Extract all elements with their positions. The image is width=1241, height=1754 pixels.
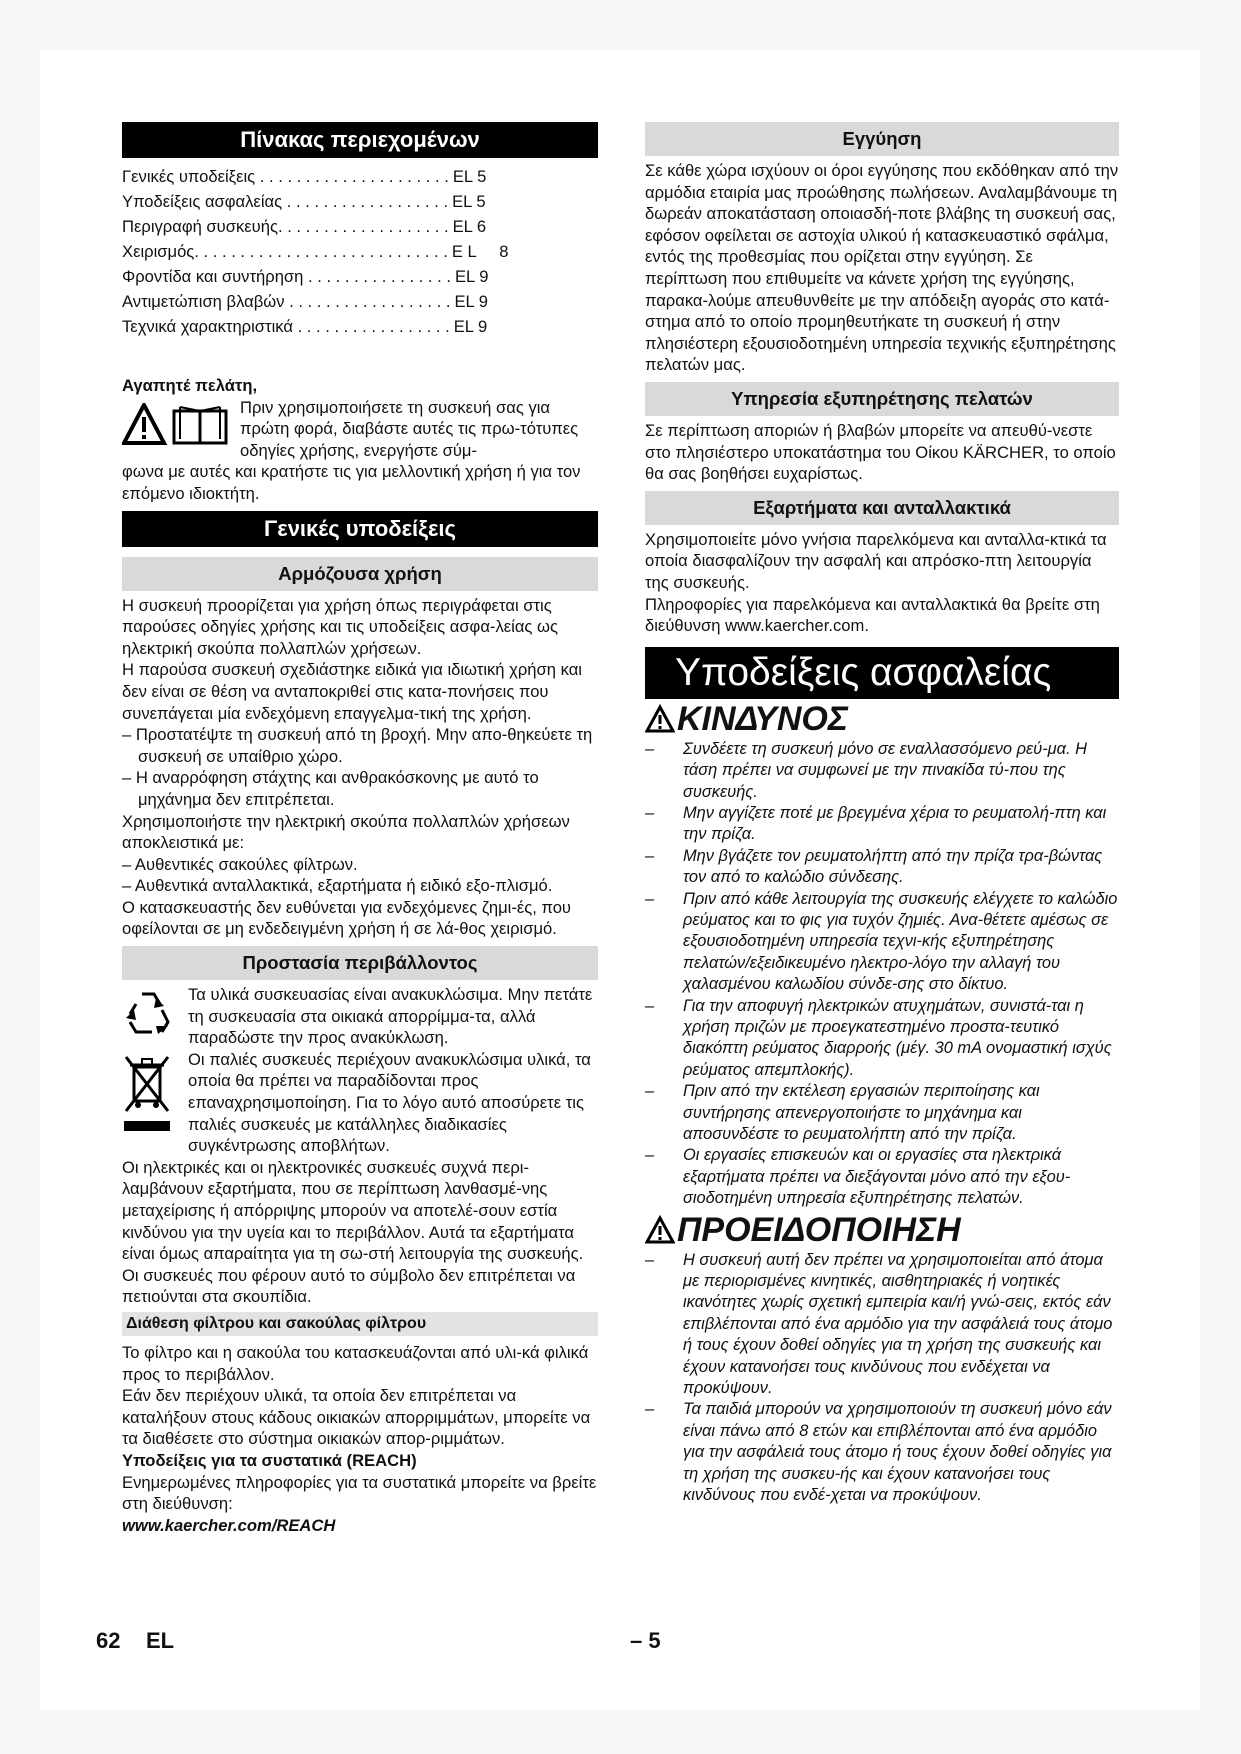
warning-triangle-icon — [645, 704, 675, 734]
right-column — [645, 122, 1119, 1507]
weee-text: Οι παλιές συσκευές περιέχουν ανακυκλώσιμα υλικά, τα οποία θα πρέπει να παραδίδονται προς επαναχρησιμοποίηση. Για το λόγο αυτό αποσύρετε τις παλιές συσκευές με κατάλληλες διαδικασίες συγκέντρωσης αποβλήτων. — [188, 1049, 591, 1156]
proper-use-p2: Η παρούσα συσκευή σχεδιάστηκε ειδικά για ιδιωτική χρήση και δεν είναι σε θέση να ανταποκριθεί στις κατα-πονήσεις που συνεπάγεται μία ενδεχόμενη επαγγελμα-τική της χρήση. — [122, 660, 582, 723]
warning-triangle-icon — [645, 1215, 675, 1245]
reach-title: Υποδείξεις για τα συστατικά (REACH) — [122, 1450, 417, 1470]
toc-entry-page: EL 5 — [452, 167, 487, 186]
greeting: Αγαπητέ πελάτη, — [122, 376, 258, 395]
recycle-text: Τα υλικά συσκευασίας είναι ανακυκλώσιμα. Μην πετάτε τη συσκευασία στα οικιακά απορρίμμα-τα, αλλά παραδώστε την προς ανακύκλωση. — [188, 985, 593, 1048]
list-item: – Μην βγάζετε τον ρευματολήπτη από την πρίζα τρα-βώντας τον από το καλώδιο σύνδεσης. — [645, 846, 1103, 887]
toc-entry-page: EL 9 — [454, 292, 489, 311]
toc-entry[interactable] — [122, 239, 598, 264]
list-item: – Για την αποφυγή ηλεκτρικών ατυχημάτων, συνιστά-ται η χρήση πριζών με προεγκατεστημένο προστα-τευτικό διακόπτη ρεύματος διαρροής (μέγ. 30 mA ονομαστική ισχύς ρεύματος απεμπλοκής). — [645, 996, 1112, 1079]
toc-entry[interactable] — [122, 164, 598, 189]
toc-entry-page: EL 9 — [454, 267, 489, 286]
toc-entry[interactable] — [122, 314, 598, 339]
proper-use-p3: Χρησιμοποιήστε την ηλεκτρική σκούπα πολλαπλών χρήσεων αποκλειστικά με: — [122, 811, 570, 853]
proper-use-title: Αρμόζουσα χρήση — [122, 557, 598, 591]
toc-entry-label: Υποδείξεις ασφαλείας . . . . . . . . . . . . . . . . . . — [122, 192, 449, 211]
read-manual-icon — [122, 397, 240, 452]
toc-entry[interactable] — [122, 264, 598, 289]
list-item: – Τα παιδιά μπορούν να χρησιμοποιούν τη συσκευή μόνο εάν είναι πάνω από 8 ετών και επιβλέπονται από ένα αρμόδιο για την ασφάλειά τους άτομο ή τους έχουν δοθεί οδηγίες για τη χρήση της συσκευ-ής και έχουν κατανοήσει τους κινδύνους που ενδέ-χεται να προκύψουν. — [645, 1400, 1112, 1505]
left-column — [122, 122, 598, 1536]
proper-use-p4: Ο κατασκευαστής δεν ευθύνεται για ενδεχόμενες ζημι-ές, που οφείλονται σε μη ενδεδειγμένη χρήση ή σε λά-θος χειρισμό. — [122, 897, 571, 939]
list-item: – Η συσκευή αυτή δεν πρέπει να χρησιμοποιείται από άτομα με περιορισμένες κινητικές, αισθητηριακές ή νοητικές ικανότητες χωρίς σχετική εμπειρία και/ή γνώ-σεις, εκτός εάν επιβλέπονται από ένα αρμόδιο για την ασφάλειά τους άτομο ή τους έχουν δοθεί οδηγίες για τη χρήση της συσκευής και έχουν κατανοήσει τους κινδύνους που ενδέχεται να προκύψουν. — [645, 1250, 1113, 1398]
proper-use-list2 — [122, 854, 598, 897]
safety-title: Υποδείξεις ασφαλείας — [645, 647, 1119, 699]
toc-entry-label: Φροντίδα και συντήρηση . . . . . . . . . . . . . . . . — [122, 267, 451, 286]
page-number: 62 — [96, 1628, 121, 1653]
toc-entry-label: Τεχνικά χαρακτηριστικά . . . . . . . . . . . . . . . . . — [122, 317, 450, 336]
danger-label: ΚΙΝΔΥΝΟΣ — [677, 699, 848, 738]
filter-p2: Εάν δεν περιέχουν υλικά, τα οποία δεν επιτρέπεται να καταλήξουν στους κάδους οικιακών απορριμμάτων, μπορείτε να τα διαθέσετε στο σύστημα οικιακών απορ-ριμμάτων. — [122, 1386, 591, 1449]
list-item: – Οι εργασίες επισκευών και οι εργασίες στα ηλεκτρικά εξαρτήματα πρέπει να διεξάγονται μόνο από την εξου-σιοδοτημένη υπηρεσία εξυπηρέτησης πελατών. — [645, 1146, 1071, 1208]
toc-entry-page: EL 6 — [452, 217, 487, 236]
recycle-icon — [122, 984, 188, 1049]
warranty-text: Σε κάθε χώρα ισχύουν οι όροι εγγύησης που εκδόθηκαν από την αρμόδια εταιρία μας προώθησης πωλήσεων. Αναλαμβάνουμε τη δωρεάν αποκατάσταση οποιασδή-ποτε βλάβης τη συσκευή σας, εφόσον οφείλεται σε αστοχία υλικού ή κατασκευαστικό σφάλμα, εντός της προθεσμίας που ορίζεται στην εγγύηση. Σε περίπτωση που επιθυμείτε να κάνετε χρήση της εγγύησης, παρακα-λούμε απευθυνθείτε με την απόδειξη αγοράς στο κατά-στημα από το οποίο προμηθευτήκατε τη συσκευή ή στην πλησιέστερη εξουσιοδοτημένη υπηρεσία τεχνικής εξυπηρέτησης πελατών μας. — [645, 161, 1119, 375]
proper-use-p1: Η συσκευή προορίζεται για χρήση όπως περιγράφεται στις παρούσες οδηγίες χρήσης και τις υποδείξεις ασφα-λείας ως ηλεκτρική σκούπα πολλαπλών χρήσεων. — [122, 595, 558, 658]
language-code: EL — [146, 1628, 175, 1653]
environment-title: Προστασία περιβάλλοντος — [122, 946, 598, 980]
warning-label: ΠΡΟΕΙΔΟΠΟΙΗΣΗ — [677, 1210, 961, 1249]
toc-entry[interactable] — [122, 214, 598, 239]
intro-block — [122, 397, 598, 462]
service-title: Υπηρεσία εξυπηρέτησης πελατών — [645, 382, 1119, 416]
electronic-text: Οι ηλεκτρικές και οι ηλεκτρονικές συσκευές συχνά περι-λαμβάνουν εξαρτήματα, που σε περίπτωση λανθασμέ-νης μεταχείρισης ή απόρριψης μπορούν να αποτελέ-σουν εστία κινδύνου για την υγεία και το περιβάλλον. Αυτά τα εξαρτήματα είναι όμως απαραίτητα για τη σω-στή λειτουργία της συσκευής. Οι συσκευές που φέρουν αυτό το σύμβολο δεν επιτρέπεται να πετιούνται στα σκουπίδια. — [122, 1157, 584, 1307]
accessories-title: Εξαρτήματα και ανταλλακτικά — [645, 491, 1119, 525]
crossed-bin-icon — [122, 1049, 188, 1157]
toc-entry-label: Γενικές υποδείξεις . . . . . . . . . . . . . . . . . . . . . — [122, 167, 449, 186]
toc-entry[interactable] — [122, 189, 598, 214]
general-title: Γενικές υποδείξεις — [122, 511, 598, 547]
toc-list — [122, 164, 598, 339]
reach-url[interactable]: www.kaercher.com/REACH — [122, 1515, 336, 1535]
filter-p1: Το φίλτρο και η σακούλα του κατασκευάζονται από υλι-κά φιλικά προς το περιβάλλον. — [122, 1342, 589, 1384]
service-text: Σε περίπτωση αποριών ή βλαβών μπορείτε να απευθύ-νεστε στο πλησιέστερο υποκατάστημα του Οίκου KÄRCHER, το οποίο θα σας βοηθήσει ευχαρίστως. — [645, 420, 1116, 484]
danger-heading — [645, 699, 1119, 739]
toc-entry-page: EL 5 — [452, 192, 486, 211]
list-item: – Συνδέετε τη συσκευή μόνο σε εναλλασσόμενο ρεύ-μα. Η τάση πρέπει να συμφωνεί με την πινακίδα τύ-που της συσκευής. — [645, 739, 1087, 801]
toc-entry-label: Χειρισμός. . . . . . . . . . . . . . . . . . . . . . . . . . . . — [122, 242, 448, 261]
toc-entry-label: Περιγραφή συσκευής. . . . . . . . . . . . . . . . . . . — [122, 217, 449, 236]
warranty-title: Εγγύηση — [645, 122, 1119, 156]
warning-list — [645, 1250, 1119, 1507]
toc-entry-label: Αντιμετώπιση βλαβών . . . . . . . . . . . . . . . . . . — [122, 292, 451, 311]
section-page: – 5 — [630, 1628, 661, 1653]
toc-title: Πίνακας περιεχομένων — [122, 122, 598, 158]
recycle-block — [122, 984, 598, 1049]
proper-use-list1 — [122, 724, 598, 810]
list-item: – Πριν από την εκτέλεση εργασιών περιποίησης και συντήρησης απενεργοποιήστε το μηχάνημα και αποσυνδέστε το ρευματολήπτη από την πρίζα. — [645, 1082, 1040, 1143]
list-item: – Αυθεντικά ανταλλακτικά, εξαρτήματα ή ειδικό εξο-πλισμό. — [122, 876, 553, 896]
warning-heading — [645, 1210, 1119, 1250]
toc-entry-page: E L 8 — [451, 242, 509, 261]
list-item: – Μην αγγίζετε ποτέ με βρεγμένα χέρια το ρευματολή-πτη και την πρίζα. — [645, 803, 1107, 844]
accessories-p1: Χρησιμοποιείτε μόνο γνήσια παρελκόμενα και ανταλλα-κτικά τα οποία διασφαλίζουν την ασφαλή και απρόσκο-πτη λειτουργία της συσκευής. — [645, 529, 1107, 592]
weee-block — [122, 1049, 598, 1157]
toc-entry-page: EL 9 — [453, 317, 488, 336]
toc-entry[interactable] — [122, 289, 598, 314]
intro-text-indented: Πριν χρησιμοποιήσετε τη συσκευή σας για πρώτη φορά, διαβάστε αυτές τις πρω-τότυπες οδηγίες χρήσης, ενεργήστε σύμ- — [240, 397, 579, 460]
list-item: – Η αναρρόφηση στάχτης και ανθρακόσκονης με αυτό το μηχάνημα δεν επιτρέπεται. — [122, 768, 539, 809]
filter-title: Διάθεση φίλτρου και σακούλας φίλτρου — [122, 1312, 598, 1336]
list-item: – Αυθεντικές σακούλες φίλτρων. — [122, 854, 358, 874]
intro-text: φωνα με αυτές και κρατήστε τις για μελλοντική χρήση ή για τον επόμενο ιδιοκτήτη. — [122, 462, 581, 503]
reach-text: Ενημερωμένες πληροφορίες για τα συστατικά μπορείτε να βρείτε στη διεύθυνση: — [122, 1472, 597, 1514]
danger-list — [645, 739, 1119, 1210]
list-item: – Πριν από κάθε λειτουργία της συσκευής ελέγχετε το καλώδιο ρεύματος και το φις για τυχόν ζημιές. Ανα-θέτετε αμέσως σε εξουσιοδοτημένη υπηρεσία τεχνι-κής εξυπηρέτησης πελατών/εξειδικευμένο ηλεκτρο-λόγο την αλλαγή του χαλασμένου καλωδίου σύνδε-σης στο δίκτυο. — [645, 889, 1118, 994]
accessories-p2: Πληροφορίες για παρελκόμενα και ανταλλακτικά θα βρείτε στη διεύθυνση www.kaercher.com. — [645, 594, 1100, 636]
list-item: – Προστατέψτε τη συσκευή από τη βροχή. Μην απο-θηκεύετε τη συσκευή σε υπαίθριο χώρο. — [122, 725, 593, 766]
